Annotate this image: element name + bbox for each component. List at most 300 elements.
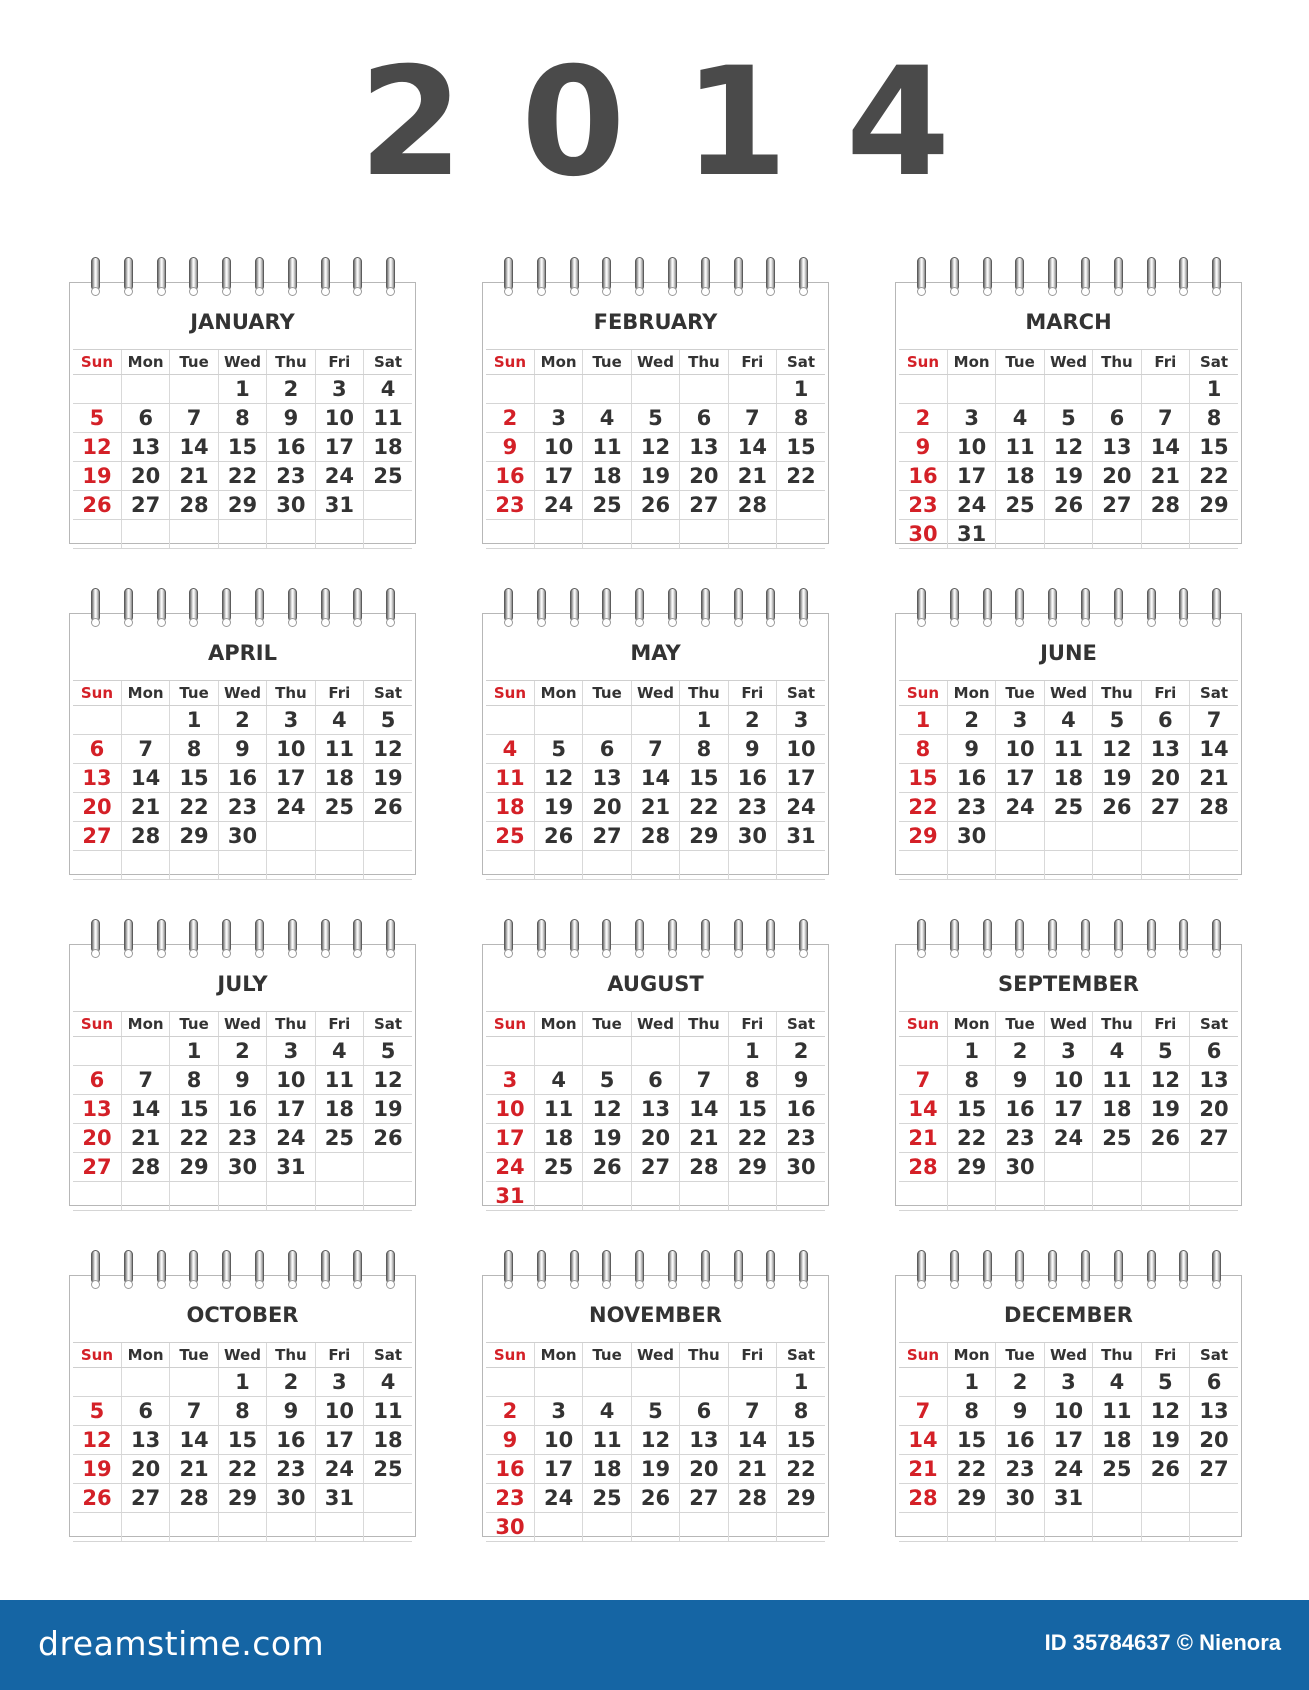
- day-cell: 27: [1190, 1455, 1238, 1484]
- day-cell: [486, 1368, 534, 1397]
- day-cell: 28: [680, 1153, 728, 1182]
- month-day-grid: [899, 1342, 1238, 1542]
- day-cell: [947, 851, 995, 880]
- week-row: [73, 1513, 412, 1542]
- day-cell: 13: [1190, 1397, 1238, 1426]
- weekday-label: Mon: [947, 681, 995, 706]
- week-row: [486, 1037, 825, 1066]
- month-name: OCTOBER: [186, 1303, 299, 1327]
- day-cell: 21: [728, 462, 776, 491]
- day-cell: 6: [680, 1397, 728, 1426]
- month-card-march: [895, 282, 1242, 544]
- week-row: [486, 764, 825, 793]
- weekday-header-row: [73, 1012, 412, 1037]
- weekday-label: Tue: [583, 350, 631, 375]
- day-cell: [267, 822, 315, 851]
- day-cell: 16: [996, 1095, 1044, 1124]
- day-cell: 19: [583, 1124, 631, 1153]
- weekday-header-row: [899, 1343, 1238, 1368]
- day-cell: 16: [267, 433, 315, 462]
- day-cell: 28: [1190, 793, 1238, 822]
- day-cell: 13: [1093, 433, 1141, 462]
- day-cell: 3: [996, 706, 1044, 735]
- week-row: [899, 1426, 1238, 1455]
- day-cell: 9: [218, 1066, 266, 1095]
- spiral-ring-icon: [1047, 919, 1058, 961]
- day-cell: 11: [315, 735, 363, 764]
- weekday-header-row: [899, 1012, 1238, 1037]
- spiral-ring-icon: [634, 588, 645, 630]
- day-cell: 13: [1190, 1066, 1238, 1095]
- day-cell: 26: [534, 822, 582, 851]
- spiral-ring-icon: [1080, 257, 1091, 299]
- day-cell: 10: [996, 735, 1044, 764]
- day-cell: 21: [121, 793, 169, 822]
- day-cell: 6: [121, 1397, 169, 1426]
- day-cell: [364, 1182, 412, 1211]
- spiral-ring-icon: [982, 919, 993, 961]
- spiral-ring-icon: [1211, 257, 1222, 299]
- day-cell: 5: [1141, 1368, 1189, 1397]
- day-cell: 18: [1093, 1095, 1141, 1124]
- weekday-header-row: [73, 681, 412, 706]
- day-cell: 13: [583, 764, 631, 793]
- day-cell: [1044, 1513, 1092, 1542]
- month-day-grid: [73, 1011, 412, 1211]
- week-row: [486, 1153, 825, 1182]
- day-cell: 8: [170, 1066, 218, 1095]
- day-cell: 30: [267, 491, 315, 520]
- day-cell: 4: [364, 375, 412, 404]
- month-name: MARCH: [1025, 310, 1112, 334]
- weekday-label: Sat: [364, 1343, 412, 1368]
- day-cell: [364, 1513, 412, 1542]
- weekday-label: Thu: [680, 1012, 728, 1037]
- day-cell: 11: [583, 433, 631, 462]
- spiral-ring-icon: [1113, 588, 1124, 630]
- day-cell: [1044, 822, 1092, 851]
- spiral-ring-icon: [1047, 588, 1058, 630]
- day-cell: 3: [1044, 1037, 1092, 1066]
- day-cell: 26: [73, 1484, 121, 1513]
- day-cell: 5: [534, 735, 582, 764]
- day-cell: 2: [267, 1368, 315, 1397]
- day-cell: [899, 1513, 947, 1542]
- spiral-ring-icon: [1014, 1250, 1025, 1292]
- week-row: [486, 793, 825, 822]
- month-name: FEBRUARY: [593, 310, 718, 334]
- day-cell: 7: [728, 404, 776, 433]
- weekday-label: Sat: [364, 1012, 412, 1037]
- day-cell: 18: [364, 433, 412, 462]
- weekday-label: Tue: [170, 350, 218, 375]
- day-cell: 29: [680, 822, 728, 851]
- day-cell: [1190, 1182, 1238, 1211]
- spiral-binding: [896, 257, 1241, 307]
- day-cell: 3: [267, 1037, 315, 1066]
- day-cell: 30: [996, 1484, 1044, 1513]
- day-cell: 3: [534, 1397, 582, 1426]
- day-cell: 4: [996, 404, 1044, 433]
- weekday-label: Wed: [1044, 681, 1092, 706]
- spiral-ring-icon: [254, 919, 265, 961]
- day-cell: 5: [73, 1397, 121, 1426]
- day-cell: 26: [1093, 793, 1141, 822]
- day-cell: 19: [1093, 764, 1141, 793]
- day-cell: 25: [1093, 1124, 1141, 1153]
- day-cell: 7: [728, 1397, 776, 1426]
- week-row: [486, 1484, 825, 1513]
- day-cell: 4: [315, 706, 363, 735]
- spiral-ring-icon: [352, 257, 363, 299]
- day-cell: 25: [315, 1124, 363, 1153]
- weekday-label: Sun: [73, 681, 121, 706]
- day-cell: 30: [777, 1153, 825, 1182]
- month-name: JANUARY: [190, 310, 295, 334]
- day-cell: [267, 1513, 315, 1542]
- day-cell: 16: [218, 1095, 266, 1124]
- day-cell: 21: [1141, 462, 1189, 491]
- month-name: NOVEMBER: [589, 1303, 722, 1327]
- day-cell: 9: [777, 1066, 825, 1095]
- day-cell: 8: [1190, 404, 1238, 433]
- day-cell: 18: [534, 1124, 582, 1153]
- footer-logo[interactable]: dreamstime.com: [38, 1624, 325, 1663]
- week-row: [73, 433, 412, 462]
- day-cell: [267, 520, 315, 549]
- day-cell: 9: [996, 1066, 1044, 1095]
- month-name: JUNE: [1040, 641, 1097, 665]
- day-cell: 8: [218, 1397, 266, 1426]
- day-cell: 23: [728, 793, 776, 822]
- day-cell: 27: [1141, 793, 1189, 822]
- week-row: [73, 764, 412, 793]
- spiral-ring-icon: [352, 588, 363, 630]
- day-cell: 28: [1141, 491, 1189, 520]
- month-card-may: [482, 613, 829, 875]
- day-cell: [680, 1037, 728, 1066]
- weekday-label: Wed: [631, 681, 679, 706]
- day-cell: 11: [1093, 1397, 1141, 1426]
- day-cell: 10: [1044, 1397, 1092, 1426]
- spiral-ring-icon: [700, 588, 711, 630]
- week-row: [486, 375, 825, 404]
- week-row: [486, 1368, 825, 1397]
- day-cell: [267, 851, 315, 880]
- day-cell: 24: [1044, 1455, 1092, 1484]
- week-row: [899, 1066, 1238, 1095]
- day-cell: 25: [996, 491, 1044, 520]
- day-cell: [728, 1513, 776, 1542]
- day-cell: 5: [631, 1397, 679, 1426]
- weekday-header-row: [899, 681, 1238, 706]
- weekday-label: Mon: [121, 350, 169, 375]
- day-cell: 19: [534, 793, 582, 822]
- day-cell: 30: [486, 1513, 534, 1542]
- day-cell: 8: [899, 735, 947, 764]
- day-cell: 12: [631, 1426, 679, 1455]
- weekday-label: Mon: [947, 1012, 995, 1037]
- spiral-ring-icon: [221, 257, 232, 299]
- day-cell: 6: [73, 735, 121, 764]
- day-cell: 9: [486, 1426, 534, 1455]
- day-cell: 2: [996, 1368, 1044, 1397]
- weekday-label: Mon: [534, 350, 582, 375]
- day-cell: 8: [170, 735, 218, 764]
- day-cell: 6: [1141, 706, 1189, 735]
- day-cell: 16: [996, 1426, 1044, 1455]
- spiral-ring-icon: [156, 919, 167, 961]
- day-cell: 8: [680, 735, 728, 764]
- week-row: [486, 1426, 825, 1455]
- week-row: [73, 1368, 412, 1397]
- day-cell: 10: [315, 1397, 363, 1426]
- month-card-september: [895, 944, 1242, 1206]
- spiral-ring-icon: [320, 919, 331, 961]
- week-row: [899, 1182, 1238, 1211]
- day-cell: 7: [121, 1066, 169, 1095]
- day-cell: [728, 520, 776, 549]
- day-cell: 20: [1093, 462, 1141, 491]
- week-row: [486, 851, 825, 880]
- day-cell: 9: [486, 433, 534, 462]
- day-cell: 9: [218, 735, 266, 764]
- weekday-label: Mon: [121, 1012, 169, 1037]
- day-cell: [1093, 1513, 1141, 1542]
- day-cell: 14: [899, 1095, 947, 1124]
- weekday-label: Sun: [486, 350, 534, 375]
- day-cell: [728, 375, 776, 404]
- day-cell: [315, 1182, 363, 1211]
- day-cell: 3: [486, 1066, 534, 1095]
- day-cell: 20: [1141, 764, 1189, 793]
- day-cell: 28: [899, 1153, 947, 1182]
- day-cell: 24: [315, 1455, 363, 1484]
- day-cell: 27: [121, 491, 169, 520]
- week-row: [73, 1124, 412, 1153]
- day-cell: 21: [1190, 764, 1238, 793]
- week-row: [899, 1484, 1238, 1513]
- weekday-label: Fri: [728, 1012, 776, 1037]
- day-cell: 25: [1044, 793, 1092, 822]
- day-cell: 12: [73, 433, 121, 462]
- spiral-ring-icon: [287, 1250, 298, 1292]
- day-cell: 23: [218, 793, 266, 822]
- day-cell: 25: [486, 822, 534, 851]
- day-cell: 1: [680, 706, 728, 735]
- day-cell: 4: [534, 1066, 582, 1095]
- weekday-label: Tue: [583, 1343, 631, 1368]
- day-cell: 27: [73, 1153, 121, 1182]
- day-cell: 21: [170, 462, 218, 491]
- spiral-ring-icon: [949, 1250, 960, 1292]
- day-cell: 17: [1044, 1426, 1092, 1455]
- spiral-ring-icon: [765, 257, 776, 299]
- spiral-ring-icon: [156, 1250, 167, 1292]
- day-cell: [777, 491, 825, 520]
- day-cell: 29: [170, 1153, 218, 1182]
- day-cell: [728, 1182, 776, 1211]
- day-cell: 23: [218, 1124, 266, 1153]
- day-cell: [315, 1153, 363, 1182]
- day-cell: [534, 1037, 582, 1066]
- day-cell: [777, 520, 825, 549]
- day-cell: 25: [364, 462, 412, 491]
- day-cell: 25: [583, 1484, 631, 1513]
- day-cell: 24: [486, 1153, 534, 1182]
- day-cell: [583, 706, 631, 735]
- day-cell: 23: [996, 1455, 1044, 1484]
- weekday-header-row: [73, 1343, 412, 1368]
- day-cell: [364, 1484, 412, 1513]
- day-cell: [680, 375, 728, 404]
- day-cell: [534, 520, 582, 549]
- day-cell: 30: [947, 822, 995, 851]
- month-card-august: [482, 944, 829, 1206]
- weekday-label: Fri: [315, 1343, 363, 1368]
- weekday-label: Thu: [680, 1343, 728, 1368]
- day-cell: [534, 375, 582, 404]
- week-row: [73, 462, 412, 491]
- day-cell: 1: [777, 1368, 825, 1397]
- weekday-label: Fri: [1141, 681, 1189, 706]
- week-row: [486, 404, 825, 433]
- weekday-label: Fri: [315, 681, 363, 706]
- weekday-label: Fri: [728, 1343, 776, 1368]
- weekday-header-row: [486, 1012, 825, 1037]
- day-cell: 10: [777, 735, 825, 764]
- day-cell: 20: [631, 1124, 679, 1153]
- day-cell: 22: [680, 793, 728, 822]
- day-cell: 8: [728, 1066, 776, 1095]
- day-cell: [1190, 520, 1238, 549]
- day-cell: 24: [267, 1124, 315, 1153]
- day-cell: 2: [486, 1397, 534, 1426]
- spiral-ring-icon: [601, 1250, 612, 1292]
- spiral-ring-icon: [634, 1250, 645, 1292]
- footer-image-id: ID 35784637 © Nienora: [1044, 1630, 1281, 1655]
- day-cell: [1190, 1484, 1238, 1513]
- spiral-ring-icon: [634, 919, 645, 961]
- day-cell: 8: [777, 404, 825, 433]
- day-cell: 6: [631, 1066, 679, 1095]
- day-cell: 21: [899, 1455, 947, 1484]
- day-cell: [899, 1037, 947, 1066]
- day-cell: 5: [364, 706, 412, 735]
- spiral-ring-icon: [1113, 257, 1124, 299]
- day-cell: [1044, 1153, 1092, 1182]
- day-cell: 14: [170, 433, 218, 462]
- day-cell: 16: [728, 764, 776, 793]
- spiral-binding: [896, 1250, 1241, 1300]
- spiral-binding: [70, 919, 415, 969]
- weekday-label: Sat: [1190, 350, 1238, 375]
- spiral-ring-icon: [1178, 257, 1189, 299]
- week-row: [899, 491, 1238, 520]
- day-cell: 11: [486, 764, 534, 793]
- day-cell: 26: [1141, 1124, 1189, 1153]
- day-cell: 14: [1190, 735, 1238, 764]
- week-row: [899, 1513, 1238, 1542]
- weekday-label: Tue: [170, 681, 218, 706]
- day-cell: 4: [583, 1397, 631, 1426]
- weekday-label: Mon: [121, 681, 169, 706]
- day-cell: 1: [218, 1368, 266, 1397]
- day-cell: 1: [170, 1037, 218, 1066]
- day-cell: 8: [947, 1066, 995, 1095]
- week-row: [486, 1397, 825, 1426]
- weekday-header-row: [486, 350, 825, 375]
- day-cell: 17: [947, 462, 995, 491]
- day-cell: [1044, 851, 1092, 880]
- day-cell: [631, 375, 679, 404]
- week-row: [73, 1153, 412, 1182]
- day-cell: 17: [315, 1426, 363, 1455]
- day-cell: 14: [121, 764, 169, 793]
- weekday-label: Sun: [486, 681, 534, 706]
- spiral-ring-icon: [1178, 1250, 1189, 1292]
- week-row: [486, 1066, 825, 1095]
- day-cell: [73, 1182, 121, 1211]
- day-cell: 5: [73, 404, 121, 433]
- day-cell: 26: [631, 491, 679, 520]
- day-cell: 31: [1044, 1484, 1092, 1513]
- day-cell: [680, 851, 728, 880]
- week-row: [899, 735, 1238, 764]
- day-cell: 17: [996, 764, 1044, 793]
- day-cell: [1141, 1484, 1189, 1513]
- day-cell: [1190, 822, 1238, 851]
- day-cell: 19: [73, 1455, 121, 1484]
- day-cell: 26: [1044, 491, 1092, 520]
- week-row: [899, 1124, 1238, 1153]
- spiral-ring-icon: [601, 257, 612, 299]
- day-cell: 13: [121, 433, 169, 462]
- spiral-ring-icon: [700, 919, 711, 961]
- week-row: [73, 491, 412, 520]
- day-cell: 29: [777, 1484, 825, 1513]
- day-cell: 5: [364, 1037, 412, 1066]
- day-cell: 4: [315, 1037, 363, 1066]
- day-cell: 13: [73, 764, 121, 793]
- day-cell: 26: [73, 491, 121, 520]
- day-cell: 7: [680, 1066, 728, 1095]
- day-cell: 19: [73, 462, 121, 491]
- day-cell: [583, 1037, 631, 1066]
- week-row: [899, 1037, 1238, 1066]
- day-cell: 9: [899, 433, 947, 462]
- day-cell: 11: [1093, 1066, 1141, 1095]
- day-cell: [680, 1182, 728, 1211]
- week-row: [486, 1455, 825, 1484]
- day-cell: 31: [315, 491, 363, 520]
- day-cell: [680, 1368, 728, 1397]
- day-cell: 10: [267, 735, 315, 764]
- day-cell: [73, 1037, 121, 1066]
- month-day-grid: [73, 1342, 412, 1542]
- spiral-ring-icon: [503, 588, 514, 630]
- week-row: [899, 822, 1238, 851]
- day-cell: 9: [267, 1397, 315, 1426]
- week-row: [899, 462, 1238, 491]
- day-cell: [1190, 1153, 1238, 1182]
- day-cell: 16: [486, 462, 534, 491]
- day-cell: 8: [218, 404, 266, 433]
- day-cell: [170, 1182, 218, 1211]
- day-cell: 22: [728, 1124, 776, 1153]
- day-cell: 5: [583, 1066, 631, 1095]
- weekday-header-row: [73, 350, 412, 375]
